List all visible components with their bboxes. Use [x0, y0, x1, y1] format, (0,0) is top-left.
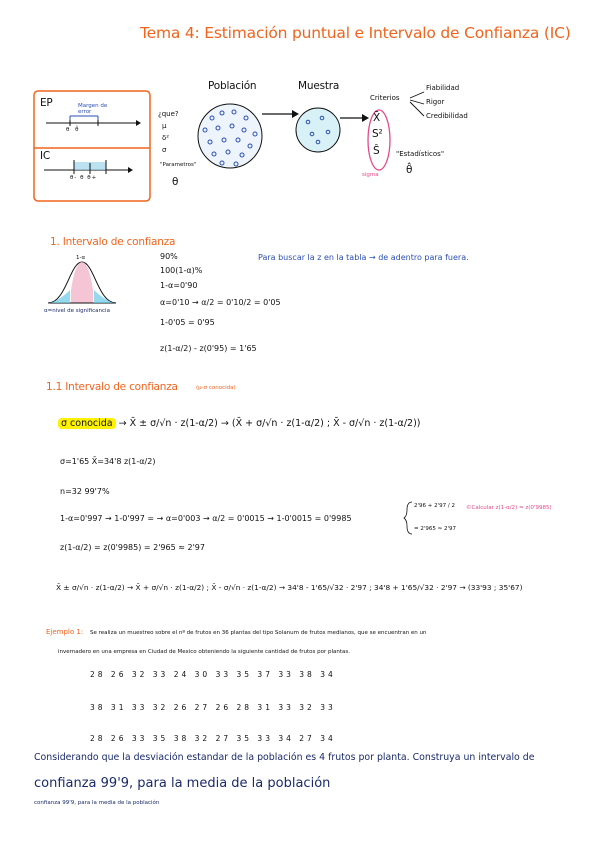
param-mu: μ — [162, 122, 167, 130]
question-line-1: Considerando que la desviación estandar de la población es 4 frutos por planta. Construya un intervalo de — [34, 752, 535, 763]
section11-heading: 1.1 Intervalo de confianza — [46, 381, 178, 393]
poblacion-circle — [198, 104, 262, 168]
question-line-3: confianza 99'9, para la media de la población — [34, 800, 160, 806]
muestra-circle — [296, 108, 340, 152]
criterio-credibilidad: Credibilidad — [426, 112, 468, 120]
muestra-label: Muestra — [298, 80, 340, 92]
ic-axis-labels: θ- θ θ+ — [70, 175, 98, 181]
s1-line-6: z(1-α/2) - z(0'95) = 1'65 — [160, 344, 257, 353]
params-label: "Parametros" — [160, 162, 197, 168]
sigma-conocida-highlight: σ conocida — [58, 418, 116, 429]
margen-label: Margen de error — [78, 103, 108, 115]
theta-hat-symbol: θ̂ — [406, 164, 413, 176]
s1-line-5: 1-0'05 = 0'95 — [160, 318, 215, 327]
s1-note: Para buscar la z en la tabla → de adentro para fuera. — [258, 253, 469, 262]
criterios-label: Criterios — [370, 94, 400, 102]
criterio-rigor: Rigor — [426, 98, 445, 106]
sigma-conocida-row — [58, 418, 420, 429]
calc-note: ©Calcular z(1-α/2) = z(0'9985) — [466, 505, 552, 511]
given-1: σ=1'65 X̄=34'8 z(1-α/2) — [60, 457, 156, 466]
estimator-s2: S² — [372, 128, 383, 140]
alpha-note: α=nivel de significancia — [44, 308, 110, 314]
s1-line-2: 100(1-α)% — [160, 266, 203, 275]
z-line: z(1-α/2) = z(0'9985) = 2'965 ≈ 2'97 — [60, 543, 205, 552]
ic-arrow — [128, 167, 133, 173]
param-delta2: δ² — [162, 134, 170, 142]
s1-line-3: 1-α=0'90 — [160, 281, 198, 290]
sigma-note: sigma — [362, 172, 379, 178]
brace-top: 2'96 + 2'97 / 2 — [414, 503, 455, 509]
data-row-3: 28 26 33 35 38 32 27 35 33 34 27 34 — [90, 734, 336, 743]
param-sigma: σ — [162, 146, 167, 154]
estadisticos-label: "Estadísticos" — [396, 150, 445, 158]
theta-symbol: θ — [172, 176, 179, 188]
final-formula: X̄ ± σ/√n · z(1-α/2) → X̄ + σ/√n · z(1-α/2) ; X̄ - σ/√n · z(1-α/2) → 34'8 - 1'65/√32 · 2'97 ; 34'8 + 1'65/√32 · 2'97 → (33'93 ; 35'67) — [56, 583, 523, 592]
estimator-shat: Ŝ — [373, 145, 380, 157]
data-row-1: 28 26 32 33 24 30 33 35 37 33 38 34 — [90, 670, 336, 679]
ic-label: IC — [40, 150, 51, 162]
data-row-2: 38 31 33 32 26 27 26 28 31 33 32 33 — [90, 703, 336, 712]
ep-axis-labels: θ θ̂ — [66, 127, 81, 133]
section1-heading: 1. Intervalo de confianza — [50, 236, 176, 248]
s1-line-4: α=0'10 → α/2 = 0'10/2 = 0'05 — [160, 298, 281, 307]
s1-line-1: 90% — [160, 252, 178, 261]
question-line-2: confianza 99'9, para la media de la población — [34, 776, 331, 791]
formula-main: → X̄ ± σ/√n · z(1-α/2) → (X̄ + σ/√n · z(1-α/2) ; X̄ - σ/√n · z(1-α/2)) — [118, 418, 421, 429]
page-title: Tema 4: Estimación puntual e Intervalo de Confianza (IC) — [140, 24, 571, 42]
criterio-fiabilidad: Fiabilidad — [426, 84, 460, 92]
estimator-xbar: X̄ — [373, 112, 380, 124]
example-text-2: invernadero en una empresa en Ciudad de Mexico obteniendo la siguiente cantidad de frutos por plantas. — [58, 649, 350, 655]
brace-bottom: = 2'965 ≈ 2'97 — [414, 526, 456, 532]
poblacion-label: Población — [208, 80, 257, 92]
example-text-1: Se realiza un muestreo sobre el nº de frutos en 36 plantas del tipo Solanum de frutos medianos, que se encuentran en un — [90, 630, 427, 636]
example-label: Ejemplo 1: — [46, 628, 84, 636]
ep-arrow — [136, 120, 141, 126]
given-2: n=32 99'7% — [60, 487, 110, 496]
ep-label: EP — [40, 97, 53, 109]
bell-label: 1-α — [76, 255, 86, 261]
alpha-chain: 1-α=0'997 → 1-0'997 = → α=0'003 → α/2 = 0'0015 → 1-0'0015 = 0'9985 — [60, 514, 352, 523]
brace — [404, 502, 412, 534]
section11-heading-note: (μ-σ conocida) — [196, 385, 236, 391]
question-label: ¿que? — [158, 110, 179, 118]
